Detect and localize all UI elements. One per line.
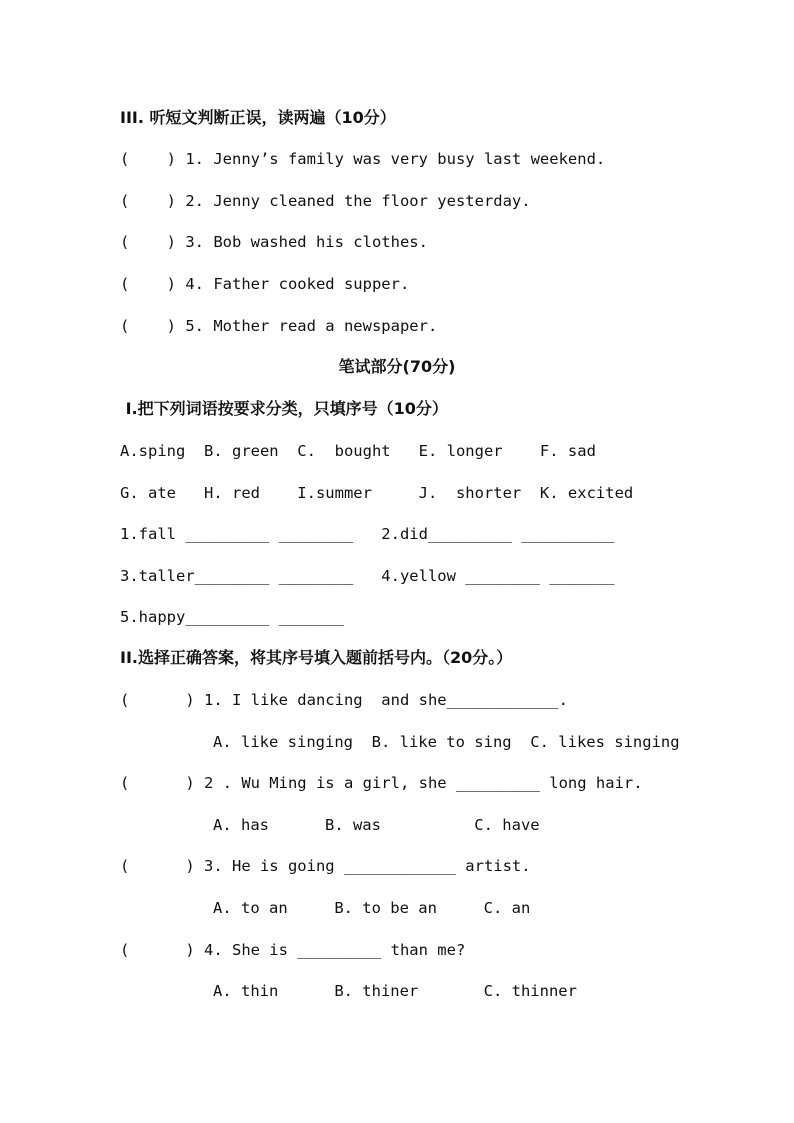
question-1: ( ) 1. I like dancing and she____________. bbox=[120, 691, 568, 709]
question-3-options: A. to an B. to be an C. an bbox=[213, 899, 531, 917]
section2-heading: II.选择正确答案，将其序号填入题前括号内。（20分。） bbox=[120, 648, 513, 667]
question-4-options: A. thin B. thiner C. thinner bbox=[213, 982, 577, 1000]
listening-item-1: ( ) 1. Jenny’s family was very busy last weekend. bbox=[120, 150, 606, 168]
question-2: ( ) 2 . Wu Ming is a girl, she _________ long hair. bbox=[120, 774, 643, 792]
listening-item-4: ( ) 4. Father cooked supper. bbox=[120, 275, 410, 293]
section1-heading: I.把下列词语按要求分类，只填序号（10分） bbox=[120, 399, 448, 418]
fill-line-2: 3.taller________ ________ 4.yellow ________ _______ bbox=[120, 567, 615, 585]
fill-line-1: 1.fall _________ ________ 2.did_________ __________ bbox=[120, 525, 615, 543]
listening-item-2: ( ) 2. Jenny cleaned the floor yesterday. bbox=[120, 192, 531, 210]
listening-item-5: ( ) 5. Mother read a newspaper. bbox=[120, 317, 438, 335]
word-list-row-1: A.sping B. green C. bought E. longer F. sad bbox=[120, 442, 596, 460]
question-2-options: A. has B. was C. have bbox=[213, 816, 540, 834]
listening-heading: III. 听短文判断正误，读两遍（10分） bbox=[120, 108, 396, 127]
question-4: ( ) 4. She is _________ than me? bbox=[120, 941, 466, 959]
fill-line-3: 5.happy_________ _______ bbox=[120, 608, 344, 626]
question-3: ( ) 3. He is going ____________ artist. bbox=[120, 857, 531, 875]
listening-item-3: ( ) 3. Bob washed his clothes. bbox=[120, 233, 428, 251]
written-title: 笔试部分(70分) bbox=[338, 357, 456, 376]
question-1-options: A. like singing B. like to sing C. likes singing bbox=[213, 733, 680, 751]
word-list-row-2: G. ate H. red I.summer J. shorter K. excited bbox=[120, 484, 634, 502]
